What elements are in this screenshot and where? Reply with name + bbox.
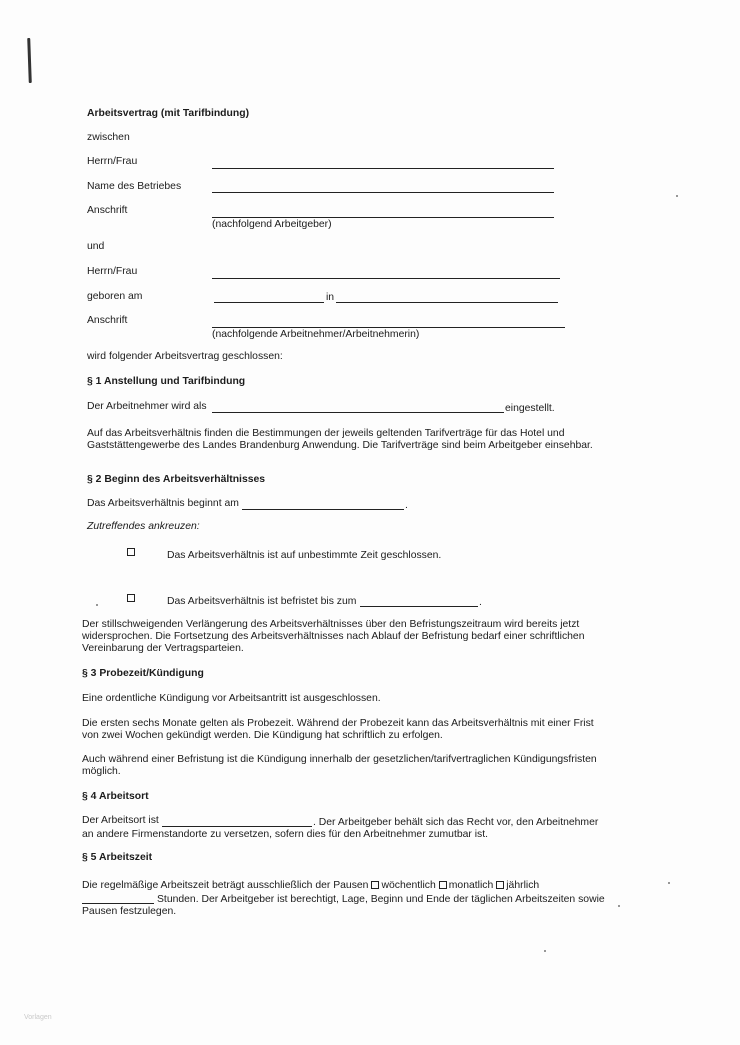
working-time-line-2: Stunden. Der Arbeitgeber ist berechtigt, Lage, Beginn und Ende der täglichen Arbeitszeiten sowie (157, 894, 605, 905)
start-date-field[interactable] (242, 509, 404, 510)
start-date-period: . (405, 500, 408, 511)
position-suffix: eingestellt. (505, 403, 555, 414)
section-3-para-line: Die ersten sechs Monate gelten als Probezeit. Während der Probezeit kann das Arbeitsverhältnis mit einer Frist (82, 718, 594, 729)
employer-note: (nachfolgend Arbeitgeber) (212, 219, 332, 230)
unlimited-option-label: Das Arbeitsverhältnis ist auf unbestimmte Zeit geschlossen. (167, 550, 442, 561)
document-title: Arbeitsvertrag (mit Tarifbindung) (87, 108, 250, 119)
working-time-line-3: Pausen festzulegen. (82, 906, 177, 917)
hours-field[interactable] (82, 903, 154, 904)
yearly-label: jährlich (506, 880, 540, 891)
birth-date-label: geboren am (87, 291, 143, 302)
birth-date-field[interactable] (214, 302, 324, 303)
start-date-label: Das Arbeitsverhältnis beginnt am (87, 498, 239, 509)
section-1-para-line: Auf das Arbeitsverhältnis finden die Bestimmungen der jeweils geltenden Tarifverträge für das Hotel und (87, 428, 565, 439)
fixed-term-date-field[interactable] (360, 606, 478, 607)
section-2-para-line: widersprochen. Die Fortsetzung des Arbeitsverhältnisses nach Ablauf der Befristung bedarf einer schriftlichen (82, 631, 585, 642)
position-field[interactable] (212, 412, 504, 413)
employee-address-field[interactable] (212, 327, 565, 328)
fixed-term-option-label: Das Arbeitsverhältnis ist befristet bis zum (167, 596, 357, 607)
fixed-term-period: . (479, 597, 482, 608)
section-2-para-line: Vereinbarung der Vertragsparteien. (82, 643, 244, 654)
employer-address-label: Anschrift (87, 205, 128, 216)
monthly-checkbox[interactable] (439, 881, 447, 889)
fixed-term-checkbox[interactable] (127, 594, 135, 602)
weekly-label: wöchentlich (381, 880, 436, 891)
position-prefix: Der Arbeitnehmer wird als (87, 401, 207, 412)
birth-place-field[interactable] (336, 302, 558, 303)
employer-name-field[interactable] (212, 168, 554, 169)
scan-speck (544, 950, 546, 952)
working-time-line (82, 880, 539, 892)
section-3-para-line: möglich. (82, 766, 121, 777)
scan-speck (676, 195, 678, 197)
workplace-prefix: Der Arbeitsort ist (82, 815, 159, 826)
watermark-text: Vorlagen (24, 1014, 52, 1021)
scan-speck (668, 882, 670, 884)
and-label: und (87, 241, 105, 252)
unlimited-checkbox[interactable] (127, 548, 135, 556)
check-instruction: Zutreffendes ankreuzen: (87, 521, 200, 532)
section-3-para-line: Auch während einer Befristung ist die Kündigung innerhalb der gesetzlichen/tarifvertraglichen Kündigungsfristen (82, 754, 597, 765)
section-4-heading: § 4 Arbeitsort (82, 791, 149, 802)
company-name-field[interactable] (212, 192, 554, 193)
workplace-line-2: an andere Firmenstandorte zu versetzen, sofern dies für den Arbeitnehmer zumutbar ist. (82, 829, 489, 840)
yearly-checkbox[interactable] (496, 881, 504, 889)
scan-speck (96, 604, 98, 606)
employee-address-label: Anschrift (87, 315, 128, 326)
workplace-field[interactable] (162, 826, 312, 827)
employee-name-field[interactable] (212, 278, 560, 279)
workplace-suffix: . Der Arbeitgeber behält sich das Recht vor, den Arbeitnehmer (313, 817, 599, 828)
working-time-prefix: Die regelmäßige Arbeitszeit beträgt ausschließlich der Pausen (82, 880, 369, 891)
section-2-heading: § 2 Beginn des Arbeitsverhältnisses (87, 474, 266, 485)
section-3-para-line: von zwei Wochen gekündigt werden. Die Kündigung hat schriftlich zu erfolgen. (82, 730, 443, 741)
weekly-checkbox[interactable] (371, 881, 379, 889)
concluded-text: wird folgender Arbeitsvertrag geschlossen: (87, 351, 283, 362)
section-3-heading: § 3 Probezeit/Kündigung (82, 668, 204, 679)
scan-speck (618, 905, 620, 907)
employer-address-field[interactable] (212, 217, 554, 218)
section-2-para-line: Der stillschweigenden Verlängerung des Arbeitsverhältnisses über den Befristungszeitraum wird bereits jetzt (82, 619, 580, 630)
employee-name-label: Herrn/Frau (87, 266, 138, 277)
employer-name-label: Herrn/Frau (87, 156, 138, 167)
between-label: zwischen (87, 132, 130, 143)
employee-note: (nachfolgende Arbeitnehmer/Arbeitnehmerin) (212, 329, 420, 340)
section-1-heading: § 1 Anstellung und Tarifbindung (87, 376, 246, 387)
hole-punch-mark (27, 38, 32, 83)
section-1-para-line: Gaststättengewerbe des Landes Brandenburg Anwendung. Die Tarifverträge sind beim Arbeitgeber einsehbar. (87, 440, 593, 451)
monthly-label: monatlich (448, 880, 494, 891)
company-name-label: Name des Betriebes (87, 181, 182, 192)
section-3-para: Eine ordentliche Kündigung vor Arbeitsantritt ist ausgeschlossen. (82, 693, 381, 704)
section-5-heading: § 5 Arbeitszeit (82, 852, 153, 863)
birth-place-label: in (326, 292, 335, 303)
